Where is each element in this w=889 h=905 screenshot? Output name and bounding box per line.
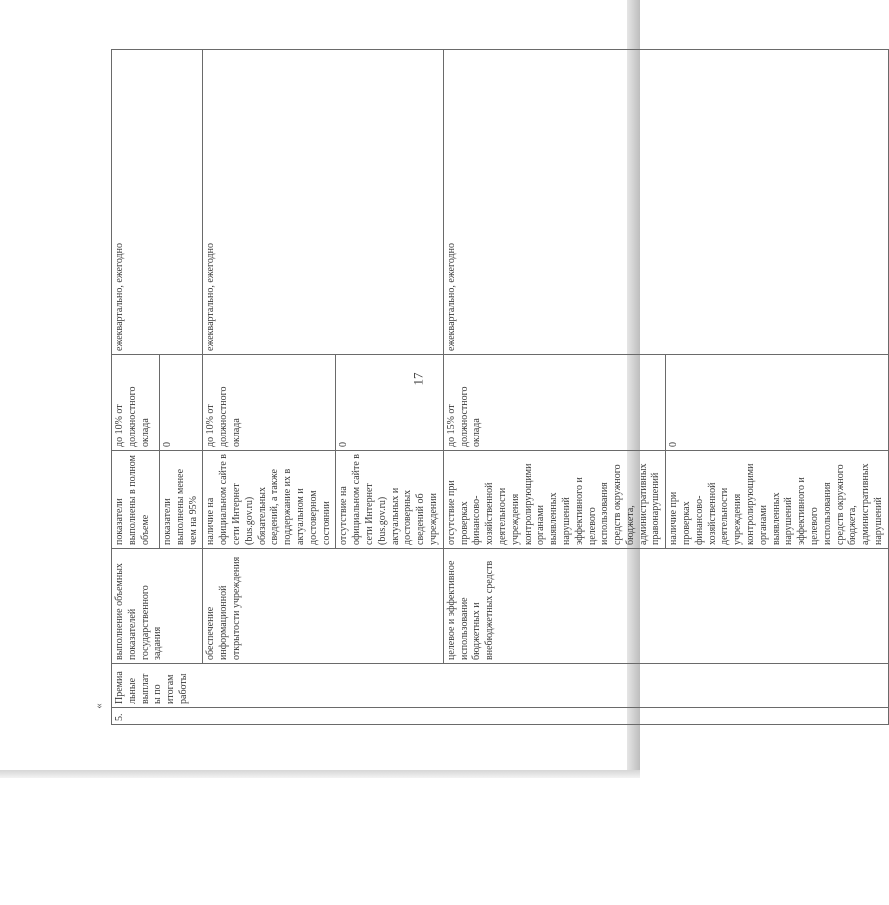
period-cell: ежеквартально, ежегодно (203, 50, 443, 355)
condition-cell: показатели выполнены менее чем на 95% (160, 451, 203, 549)
table-row (443, 50, 666, 725)
amount-cell: 0 (336, 355, 443, 451)
rotated-table-container (111, 50, 885, 725)
criterion-cell: выполнение объемных показателей государственного задания (112, 549, 203, 664)
condition-cell: наличие при проверках финансово-хозяйственной деятельности учреждения контролирующими органами выявленных нарушений эффективного и целевого использования средств окружного бюджета, административных нарушений (666, 451, 889, 549)
quote-mark: « (92, 703, 105, 709)
amount-cell: до 10% от должностного оклада (112, 355, 160, 451)
criterion-cell: обеспечение информационной открытости учреждения (203, 549, 443, 664)
criterion-cell: целевое и эффективное использование бюджетных и внебюджетных средств (443, 549, 888, 664)
condition-cell: наличие на официальном сайте в сети Интернет (bus.gov.ru) обязательных сведений, а также поддержание их в актуальном и достоверном состоянии (203, 451, 336, 549)
table-row (112, 50, 160, 725)
period-cell: ежеквартально, ежегодно (443, 50, 888, 355)
condition-cell: отсутствие при проверках финансово-хозяйственной деятельности учреждения контролирующими органами выявленных нарушений эффективного и целевого использования средств окружного бюджета, административных правонарушений (443, 451, 666, 549)
scan-bottom-shadow (0, 770, 640, 778)
page-number: 17 (410, 372, 426, 386)
amount-cell: до 10% от должностного оклада (203, 355, 336, 451)
payment-type-cell: Премиальные выплаты по итогам работы (112, 664, 889, 708)
table-row (203, 50, 336, 725)
bonus-criteria-table (111, 49, 889, 725)
condition-cell: отсутствие на официальном сайте в сети Интернет (bus.gov.ru) актуальных и достоверных сведений об учреждении (336, 451, 443, 549)
amount-cell: 0 (160, 355, 203, 451)
amount-cell: 0 (666, 355, 889, 451)
row-number-cell: 5. (112, 708, 889, 725)
period-cell: ежеквартально, ежегодно (112, 50, 203, 355)
condition-cell: показатели выполнены в полном объеме (112, 451, 160, 549)
amount-cell: до 15% от должностного оклада (443, 355, 666, 451)
